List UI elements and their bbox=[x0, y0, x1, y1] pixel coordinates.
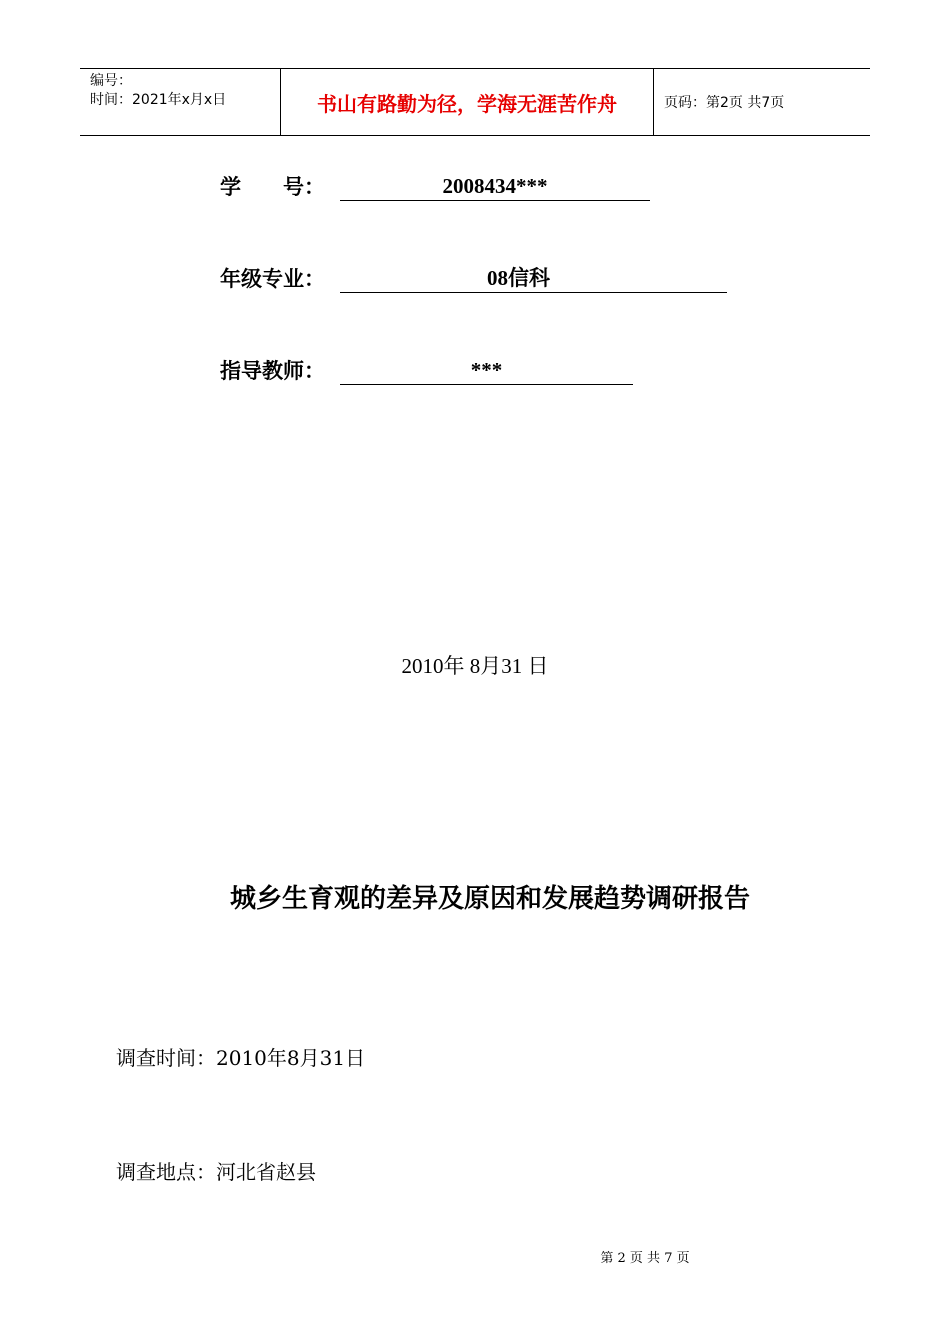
report-date: 2010年 8月31 日 bbox=[401, 654, 549, 678]
advisor-value: *** bbox=[470, 358, 503, 382]
document-header bbox=[80, 68, 870, 136]
student-id-value: 2008434*** bbox=[442, 174, 548, 198]
header-meta-cell bbox=[80, 69, 281, 135]
header-motto-cell bbox=[281, 69, 654, 135]
advisor-label: 指导教师： bbox=[220, 359, 325, 383]
survey-place: 调查地点：河北省赵县 bbox=[116, 1160, 316, 1184]
header-motto: 书山有路勤为径，学海无涯苦作舟 bbox=[317, 91, 617, 116]
grade-major-value: 08信科 bbox=[487, 266, 550, 290]
advisor-line bbox=[340, 356, 633, 385]
report-title: 城乡生育观的差异及原因和发展趋势调研报告 bbox=[229, 884, 750, 914]
survey-time: 调查时间：2010年8月31日 bbox=[116, 1046, 366, 1070]
header-number-label: 编号： bbox=[90, 73, 132, 89]
student-id-label: 学 号： bbox=[220, 175, 325, 199]
student-id-line bbox=[340, 172, 650, 201]
grade-major-label: 年级专业： bbox=[220, 267, 325, 291]
header-page-info: 页码：第2页 共7页 bbox=[664, 95, 785, 111]
page-footer: 第 2 页 共 7 页 bbox=[600, 1251, 690, 1266]
grade-major-line bbox=[340, 264, 727, 293]
header-time-label: 时间：2021年x月x日 bbox=[90, 92, 227, 108]
header-page-cell bbox=[654, 69, 870, 135]
